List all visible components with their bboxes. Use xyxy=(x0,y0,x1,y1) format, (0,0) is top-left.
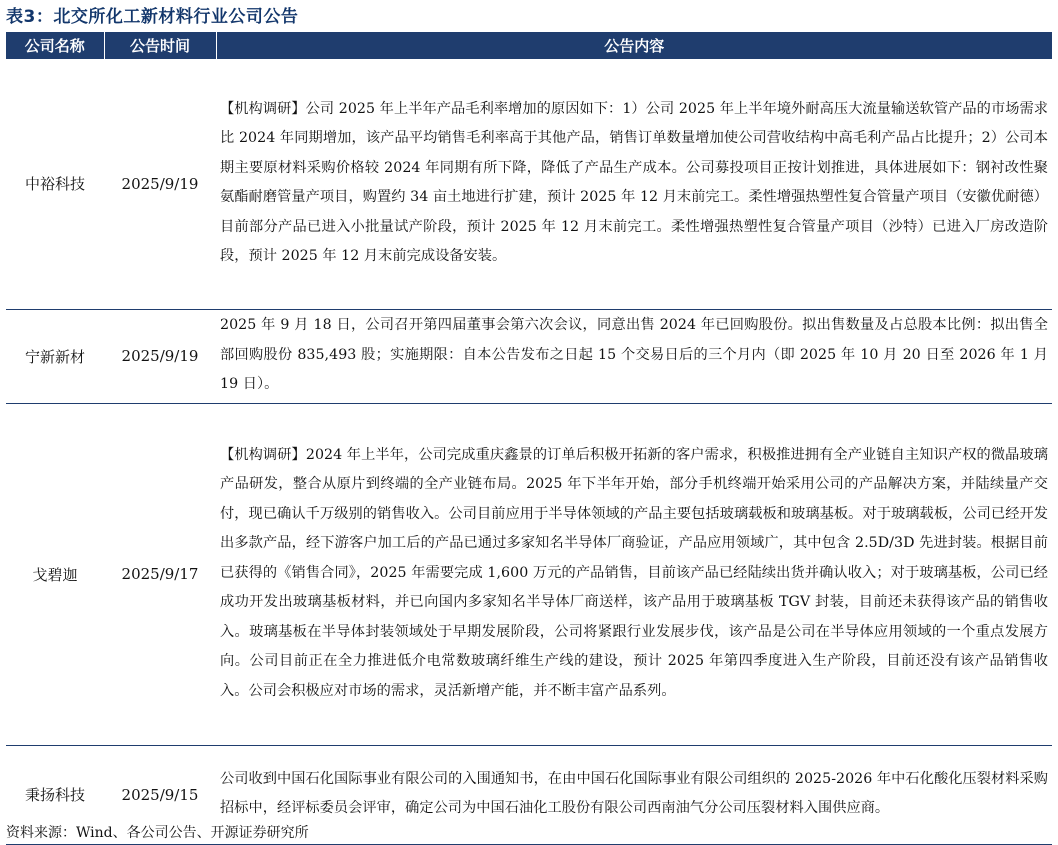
company-name: 宁新新材 xyxy=(6,309,104,403)
announcement-content: 【机构调研】公司 2025 年上半年产品毛利率增加的原因如下：1）公司 2025 年上半年境外耐高压大流量输送软管产品的市场需求比 2024 年同期增加，该产品平均销售毛利率高于其他产品，销售订单数量增加使公司营收结构中高毛利产品占比提升；2）公司本期主要原材料采购价格较 2024 年同期有所下降，降低了产品生产成本。公司募投项目正按计划推进，具体进展如下：钢衬改性聚氨酯耐磨管量产项目，购置约 34 亩土地进行扩建，预计 2025 年 12 月末前完工。柔性增强热塑性复合管量产项目（安徽优耐德）目前部分产品已进入小批量试产阶段，预计 2025 年 12 月末前完工。柔性增强热塑性复合管量产项目（沙特）已进入厂房改造阶段，预计 2025 年 12 月末前完成设备安装。 xyxy=(216,59,1052,309)
announcement-content: 【机构调研】2024 年上半年，公司完成重庆鑫景的订单后积极开拓新的客户需求，积极推进拥有全产业链自主知识产权的微晶玻璃产品研发，整合从原片到终端的全产业链布局。2025 年下半年开始，部分手机终端开始采用公司的产品解决方案，并陆续量产交付，现已确认千万级别的销售收入。公司目前应用于半导体领域的产品主要包括玻璃载板和玻璃基板。对于玻璃载板，公司已经开发出多款产品，经下游客户加工后的产品已通过多家知名半导体厂商验证，产品应用领域广，其中包含 2.5D/3D 先进封装。根据目前已获得的《销售合同》，2025 年需要完成 1,600 万元的产品销售，目前该产品已经陆续出货并确认收入；对于玻璃基板，公司已经成功开发出玻璃基板材料，并已向国内多家知名半导体厂商送样，该产品用于玻璃基板 TGV 封装，目前还未获得该产品的销售收入。玻璃基板在半导体封装领域处于早期发展阶段，公司将紧跟行业发展步伐，该产品是公司在半导体应用领域的一个重点发展方向。公司目前正在全力推进低介电常数玻璃纤维生产线的建设，预计 2025 年第四季度进入生产阶段，目前还没有该产品销售收入。公司会积极应对市场的需求，灵活新增产能，并不断丰富产品系列。 xyxy=(216,403,1052,745)
announcement-table xyxy=(6,32,1052,845)
table-title: 表3：北交所化工新材料行业公司公告 xyxy=(6,7,299,27)
table-header-row xyxy=(6,32,1052,59)
company-name: 戈碧迦 xyxy=(6,403,104,745)
table-row xyxy=(6,309,1052,403)
header-date: 公告时间 xyxy=(104,32,216,59)
company-name: 中裕科技 xyxy=(6,59,104,309)
announcement-content: 2025 年 9 月 18 日，公司召开第四届董事会第六次会议，同意出售 2024 年已回购股份。拟出售数量及占总股本比例：拟出售全部回购股份 835,493 股；实施期限：自本公告发布之日起 15 个交易日后的三个月内（即 2025 年 10 月 20 日至 2026 年 1 月 19 日）。 xyxy=(216,309,1052,403)
table-row xyxy=(6,403,1052,745)
header-content: 公告内容 xyxy=(216,32,1052,59)
announcement-date: 2025/9/19 xyxy=(104,59,216,309)
announcement-date: 2025/9/19 xyxy=(104,309,216,403)
company-name: 秉扬科技 xyxy=(6,745,104,844)
source-note: 资料来源：Wind、各公司公告、开源证券研究所 xyxy=(6,825,309,841)
announcement-date: 2025/9/17 xyxy=(104,403,216,745)
announcement-date: 2025/9/15 xyxy=(104,745,216,844)
announcement-content: 公司收到中国石化国际事业有限公司的入围通知书，在由中国石化国际事业有限公司组织的 2025-2026 年中石化酸化压裂材料采购招标中，经评标委员会评审，确定公司为中国石油化工股份有限公司西南油气分公司压裂材料入围供应商。 xyxy=(216,745,1052,844)
header-company: 公司名称 xyxy=(6,32,104,59)
table-row xyxy=(6,59,1052,309)
